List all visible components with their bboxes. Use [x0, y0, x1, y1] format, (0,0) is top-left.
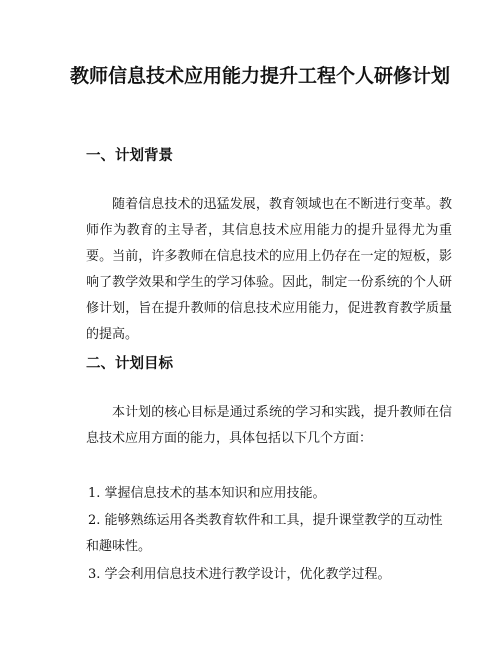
section-heading-goals: 二、计划目标	[86, 356, 173, 372]
goals-paragraph: 本计划的核心目标是通过系统的学习和实践，提升教师在信息技术应用方面的能力，具体包括以下几个方面：	[86, 405, 452, 446]
list-item: 3. 学会利用信息技术进行教学设计，优化教学过程。	[88, 567, 391, 582]
section-heading-background: 一、计划背景	[86, 148, 173, 164]
document-title: 教师信息技术应用能力提升工程个人研修计划	[69, 65, 450, 87]
list-item: 2. 能够熟练运用各类教育软件和工具，提升课堂教学的互动性和趣味性。	[86, 513, 443, 554]
background-paragraph: 随着信息技术的迅猛发展，教育领域也在不断进行变革。教师作为教育的主导者，其信息技术应用能力的提升显得尤为重要。当前，许多教师在信息技术的应用上仍存在一定的短板，影响了教学效果和学生的学习体验。因此，制定一份系统的个人研修计划，旨在提升教师的信息技术应用能力，促进教育教学质量的提高。	[86, 197, 452, 342]
list-item: 1. 掌握信息技术的基本知识和应用技能。	[88, 486, 326, 501]
